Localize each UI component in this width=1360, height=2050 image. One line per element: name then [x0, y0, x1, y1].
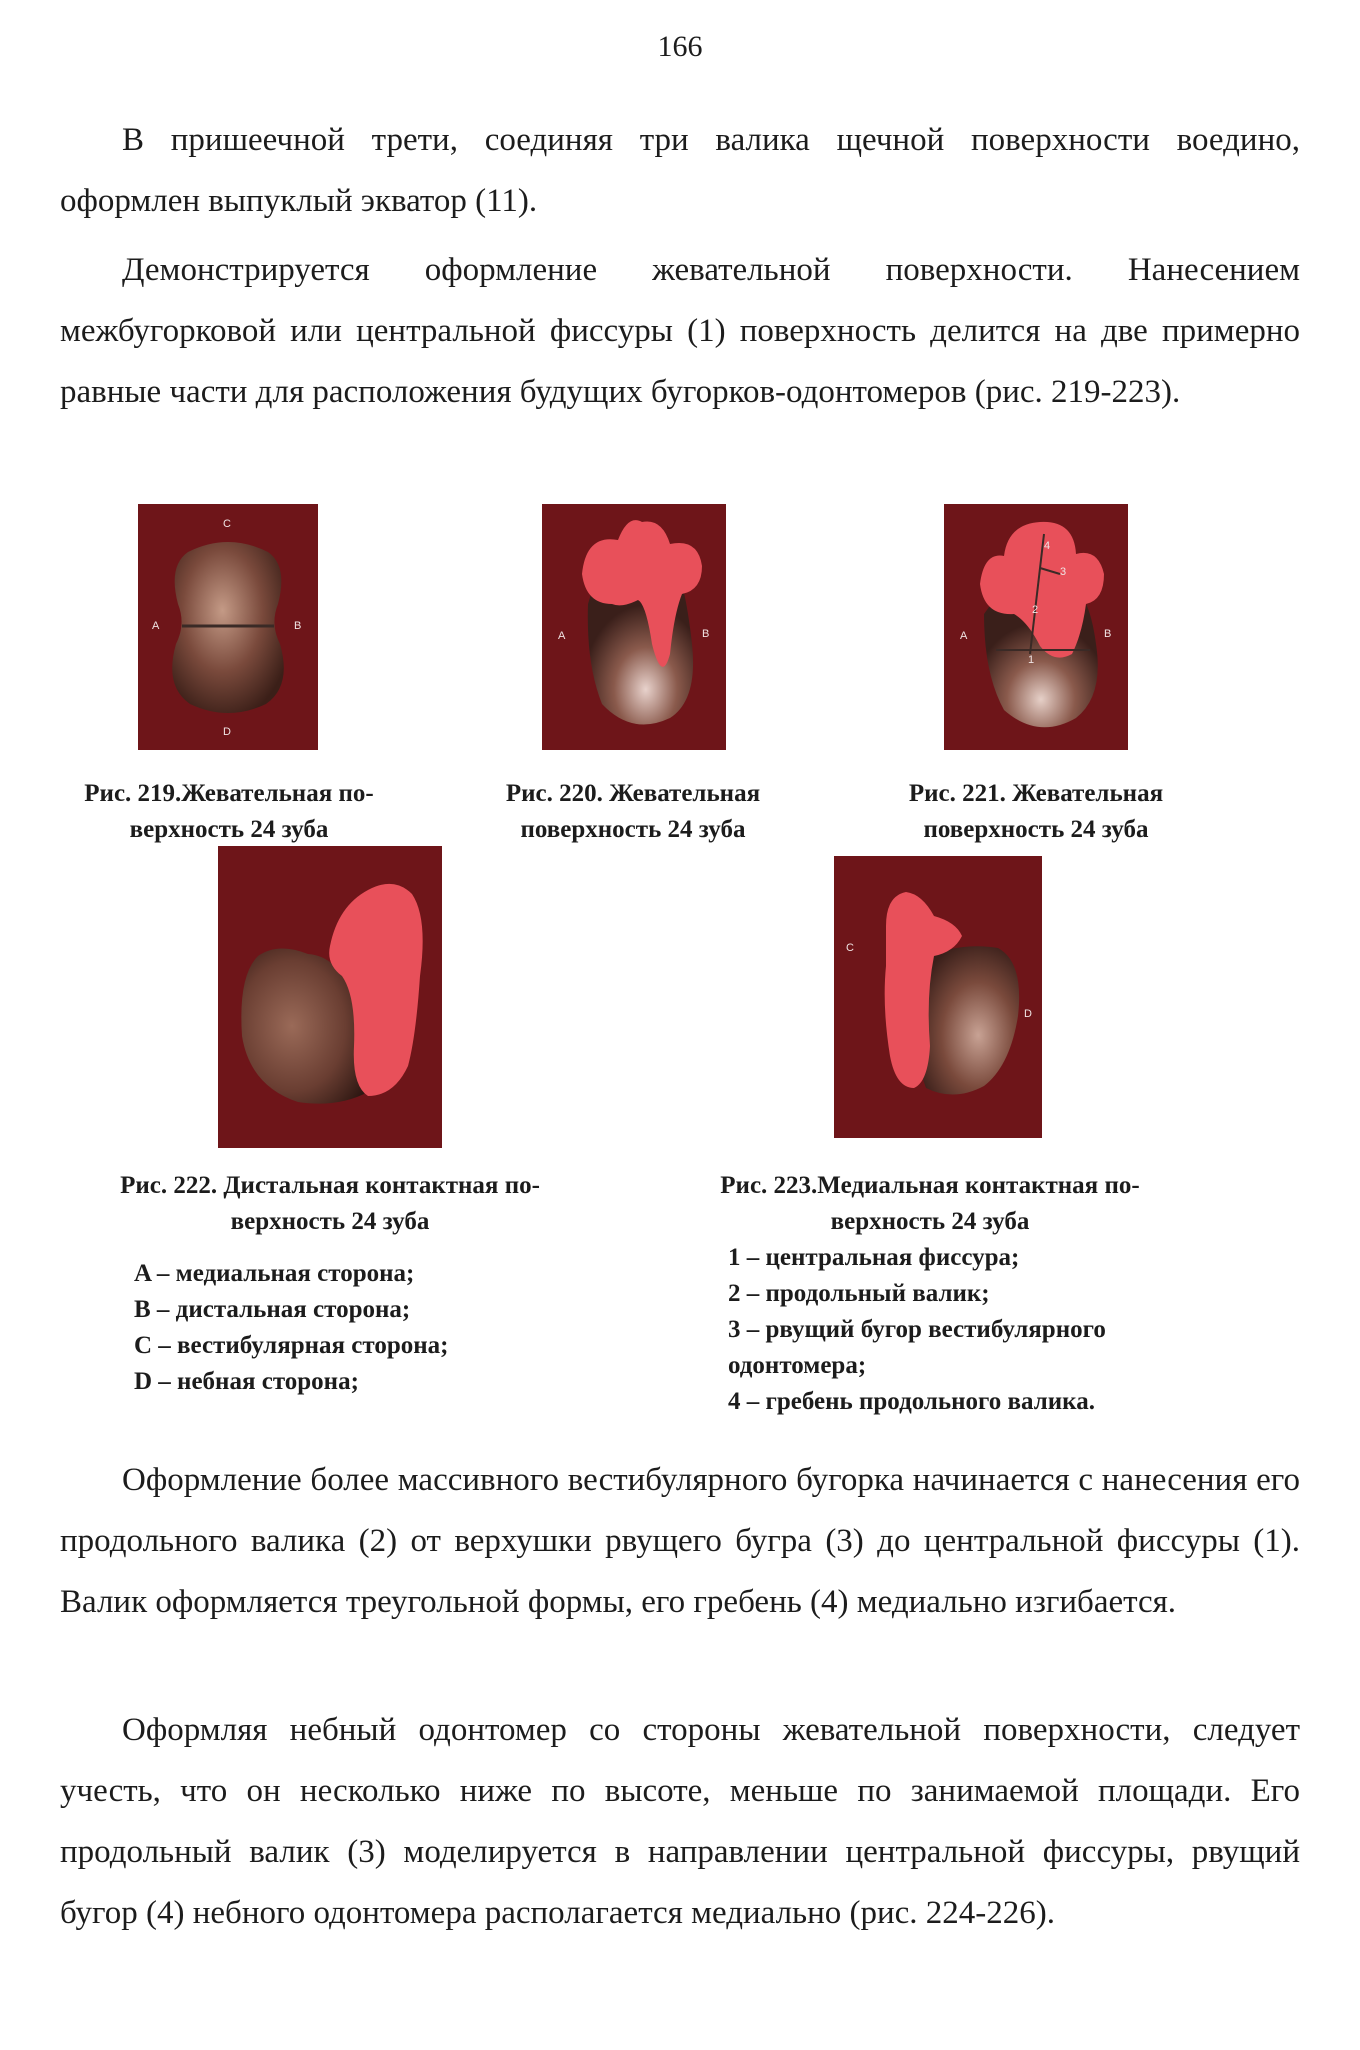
caption-222-line1: Рис. 222. Дистальная контактная по-: [120, 1172, 540, 1199]
label-1: 1: [1028, 654, 1035, 666]
tooth-distal-illustration: [218, 846, 442, 1148]
caption-219-line2: верхность 24 зуба: [129, 816, 329, 843]
legend-item: D – небная сторона;: [134, 1368, 359, 1395]
label-4: 4: [1044, 540, 1051, 552]
caption-221-line1: Рис. 221. Жевательная: [908, 780, 1164, 807]
legend-item: 3 – рвущий бугор вестибулярного: [728, 1316, 1106, 1343]
legend-item: B – дистальная сторона;: [134, 1296, 411, 1323]
legend-item: одонтомера;: [728, 1352, 867, 1379]
legend-item: C – вестибулярная сторона;: [134, 1332, 449, 1359]
tooth-wax-illustration: [542, 504, 726, 750]
caption-220-line1: Рис. 220. Жевательная: [505, 780, 761, 807]
figure-220-image: [542, 504, 726, 750]
label-c: C: [223, 518, 231, 530]
legend-item: 4 – гребень продольного валика.: [728, 1388, 1095, 1415]
label-a: A: [152, 620, 160, 632]
figure-219-image: [138, 504, 318, 750]
label-a: A: [960, 630, 968, 642]
label-c: C: [846, 942, 854, 954]
figure-222-image: [218, 846, 442, 1148]
label-d: D: [1024, 1008, 1032, 1020]
figure-223-image: [834, 856, 1042, 1138]
caption-223-line2: верхность 24 зуба: [830, 1208, 1030, 1235]
label-2: 2: [1032, 604, 1039, 616]
legend-structures: [728, 1240, 1228, 1420]
caption-221-line2: поверхность 24 зуба: [923, 816, 1149, 843]
label-3: 3: [1060, 566, 1067, 578]
label-b: B: [702, 628, 710, 640]
tooth-mesial-illustration: [834, 856, 1042, 1138]
legend-sides: [134, 1256, 574, 1400]
legend-item: 2 – продольный валик;: [728, 1280, 990, 1307]
legend-item: A – медиальная сторона;: [134, 1260, 415, 1287]
page-number: 166: [657, 30, 703, 63]
caption-220-line2: поверхность 24 зуба: [520, 816, 746, 843]
paragraph-occlusal-surface: Демонстрируется оформление жевательной поверхности. Нанесением межбугорковой или центральной фиссуры (1) поверхность делится на две примерно равные части для расположения будущих бугорков-одонтомеров (рис. 219-223).: [60, 252, 1300, 410]
caption-219-line1: Рис. 219.Жевательная по-: [84, 780, 374, 807]
caption-222: [60, 1168, 600, 1240]
label-b: B: [1104, 628, 1112, 640]
label-b: B: [294, 620, 302, 632]
caption-222-line2: верхность 24 зуба: [230, 1208, 430, 1235]
caption-221: [860, 776, 1212, 848]
caption-220: [458, 776, 808, 848]
label-d: D: [223, 726, 231, 738]
caption-223: [660, 1168, 1200, 1240]
legend-item: 1 – центральная фиссура;: [728, 1244, 1020, 1271]
label-a: A: [558, 630, 566, 642]
tooth-occlusal-illustration: [138, 504, 318, 750]
figure-221-image: [944, 504, 1128, 750]
paragraph-vestibular-cusp: Оформление более массивного вестибулярного бугорка начинается с нанесения его продольного валика (2) от верхушки рвущего бугра (3) до центральной фиссуры (1). Валик оформляется треугольной формы, его гребень (4) медиально изгибается.: [60, 1462, 1300, 1620]
tooth-wax-annotated-illustration: [944, 504, 1128, 750]
caption-223-line1: Рис. 223.Медиальная контактная по-: [720, 1172, 1140, 1199]
paragraph-palatal-odontomere: Оформляя небный одонтомер со стороны жевательной поверхности, следует учесть, что он несколько ниже по высоте, меньше по занимаемой площади. Его продольный валик (3) моделируется в направлении центральной фиссуры, рвущий бугор (4) небного одонтомера располагается медиально (рис. 224-226).: [60, 1712, 1300, 1931]
caption-219: [60, 776, 398, 848]
paragraph-equator: В пришеечной трети, соединяя три валика щечной поверхности воедино, оформлен выпуклый экватор (11).: [60, 122, 1300, 219]
